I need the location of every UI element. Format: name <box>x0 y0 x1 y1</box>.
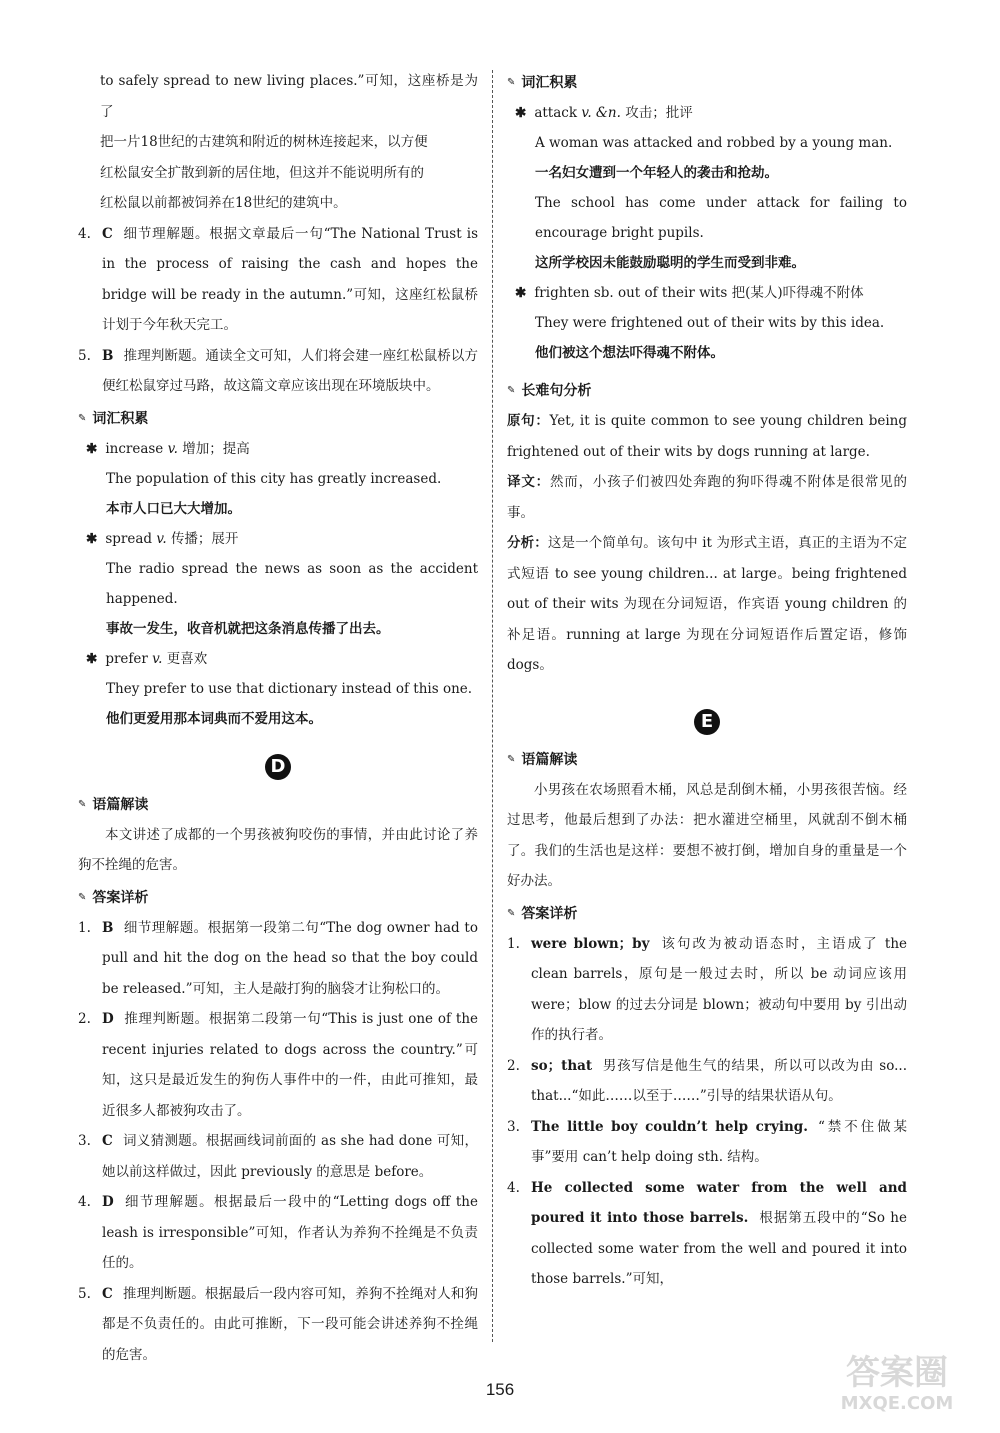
text-line: 把一片18世纪的古建筑和附近的树林连接起来，以方便 <box>100 134 428 150</box>
answer-explanation: 推理判断题。根据第二段第一句“This is just one of the recent injuries related to dogs across the country.”可知，这只是最近发生的狗伤人事件中的一件，由此可推知，最近很多人都被狗攻击了。 <box>102 1011 478 1119</box>
answer-key: B <box>102 919 114 936</box>
column-divider <box>492 70 493 1342</box>
vocab-list <box>507 98 907 368</box>
answer-item <box>78 1126 478 1187</box>
text-line: 红松鼠以前都被饲养在18世纪的建筑中。 <box>100 195 347 211</box>
answer-number: 5. <box>78 1285 91 1302</box>
pencil-icon: ✎ <box>78 412 87 424</box>
watermark-logo: 答案圈 MXQE.COM <box>840 1353 954 1414</box>
answer-number: 1. <box>507 935 520 952</box>
answer-item <box>78 219 478 341</box>
section-heading-reading: ✎ 语篇解读 <box>507 745 907 775</box>
answer-explanation: 男孩写信是他生气的结果，所以可以改为由 so... that...“如此……以至于……”引导的结果状语从句。 <box>531 1057 907 1104</box>
example-sentence: They were frightened out of their wits by this idea. <box>535 315 885 331</box>
asterisk-icon: ✱ <box>86 530 98 547</box>
pencil-icon: ✎ <box>507 77 516 88</box>
continued-answer <box>78 66 478 219</box>
answer-number: 5. <box>78 347 91 364</box>
pencil-icon: ✎ <box>507 385 516 396</box>
answer-number: 4. <box>78 1194 91 1210</box>
right-column <box>507 66 907 1295</box>
answer-item <box>78 341 478 402</box>
section-heading-vocab: ✎ 词汇积累 <box>507 68 907 98</box>
example-sentence: The radio spread the news as soon as the accident happened. <box>106 560 478 607</box>
answer-number: 2. <box>507 1057 520 1074</box>
vocab-entry <box>86 644 478 734</box>
asterisk-icon: ✱ <box>515 285 527 301</box>
answer-item <box>78 1187 478 1279</box>
example-translation: 他们更爱用那本词典而不爱用这本。 <box>106 710 322 727</box>
answer-number: 4. <box>507 1179 520 1196</box>
pencil-icon: ✎ <box>78 891 87 903</box>
answer-key: C <box>102 1133 113 1149</box>
reading-summary: 小男孩在农场照看木桶，风总是刮倒木桶，小男孩很苦恼。经过思考，他最后想到了办法：把水灌进空桶里，风就刮不倒木桶了。我们的生活也是这样：要想不被打倒，增加自身的重量是一个好办法。 <box>507 781 907 889</box>
section-heading-answers: ✎ 答案详析 <box>507 899 907 929</box>
answer-number: 4. <box>78 225 91 242</box>
answer-number: 3. <box>78 1133 91 1149</box>
vocab-entry <box>515 278 907 368</box>
answer-number: 3. <box>507 1118 520 1135</box>
answer-key: He collected some water from the well and poured it into those barrels. <box>531 1179 907 1226</box>
example-translation: 他们被这个想法吓得魂不附体。 <box>535 345 724 361</box>
vocab-meaning: 把(某人)吓得魂不附体 <box>731 285 864 301</box>
example-translation: 本市人口已大大增加。 <box>106 500 241 517</box>
vocab-entry <box>86 524 478 644</box>
reading-summary: 本文讲述了成都的一个男孩被狗咬伤的事情，并由此讨论了养狗不拴绳的危害。 <box>78 826 478 873</box>
text-line: 红松鼠安全扩散到新的居住地，但这并不能说明所有的 <box>100 164 424 181</box>
section-heading-answers: ✎ 答案详析 <box>78 883 478 913</box>
section-heading-vocab: ✎ 词汇积累 <box>78 404 478 434</box>
answer-key: The little boy couldn’t help crying. <box>531 1118 808 1135</box>
answer-key: C <box>102 1285 113 1302</box>
part-of-speech: v. <box>152 650 163 667</box>
vocab-meaning: 更喜欢 <box>166 650 208 667</box>
analysis: 分析：这是一个简单句。该句中 it 为形式主语，真正的主语为不定式短语 to see young children... at large。being frightened out of their wits 为现在分词短语，作宾语 young children 的补足语。running at large 为现在分词短语作后置定语，修饰 dogs。 <box>507 535 908 673</box>
example-translation: 这所学校因未能鼓励聪明的学生而受到非难。 <box>535 255 805 271</box>
answer-key: D <box>102 1011 114 1027</box>
answer-item <box>78 913 478 1005</box>
answer-key: so；that <box>531 1057 593 1074</box>
asterisk-icon: ✱ <box>86 440 98 457</box>
answer-explanation: 根据第五段中的“So he collected some water from the well and poured it into those barrels.”可知， <box>531 1210 907 1287</box>
vocab-word: attack <box>534 105 578 121</box>
answer-explanation: 该句改为被动语态时，主语成了 the clean barrels，原句是一般过去时，所以 be 动词应该用 were；blow 的过去分词是 blown；被动句中要用 by 引出动作的执行者。 <box>531 935 907 1043</box>
answer-item <box>507 1173 907 1295</box>
example-translation: 事故一发生，收音机就把这条消息传播了出去。 <box>106 620 390 637</box>
left-column <box>78 66 478 1370</box>
example-translation: 一名妇女遭到一个年轻人的袭击和抢劫。 <box>535 165 778 181</box>
answer-item <box>507 1112 907 1173</box>
answer-explanation: 细节理解题。根据最后一段中的“Letting dogs off the leash is irresponsible”可知，作者认为养狗不拴绳是不负责任的。 <box>102 1194 478 1271</box>
vocab-meaning: 增加；提高 <box>182 440 250 457</box>
part-of-speech: v. &n. <box>581 105 621 121</box>
pencil-icon: ✎ <box>78 798 87 810</box>
vocab-entry <box>86 434 478 524</box>
answer-item <box>507 1051 907 1112</box>
answer-explanation: 细节理解题。根据第一段第二句“The dog owner had to pull and hit the dog on the head so that the boy could be released.”可知，主人是敲打狗的脑袋才让狗松口的。 <box>102 919 478 997</box>
text-line: to safely spread to new living places.”可知，这座桥是为了 <box>100 73 478 120</box>
answer-list <box>78 913 478 1371</box>
example-sentence: They prefer to use that dictionary instead of this one. <box>106 680 473 697</box>
vocab-word: prefer <box>105 650 148 667</box>
answer-explanation: “禁不住做某事”要用 can’t help doing sth. 结构。 <box>531 1118 907 1165</box>
vocab-meaning: 传播；展开 <box>170 530 239 547</box>
vocab-entry <box>515 98 907 278</box>
passage-marker-e: E <box>507 709 907 735</box>
answer-item <box>507 929 907 1051</box>
answer-explanation: 推理判断题。通读全文可知，人们将会建一座红松鼠桥以方便红松鼠穿过马路，故这篇文章应该出现在环境版块中。 <box>102 347 478 394</box>
example-sentence: The school has come under attack for failing to encourage bright pupils. <box>535 195 907 241</box>
asterisk-icon: ✱ <box>515 105 527 121</box>
passage-marker-d: D <box>78 754 478 780</box>
pencil-icon: ✎ <box>507 753 516 765</box>
vocab-list <box>78 434 478 734</box>
section-heading-sentence: ✎ 长难句分析 <box>507 376 907 406</box>
asterisk-icon: ✱ <box>86 650 98 667</box>
answer-number: 1. <box>78 919 91 936</box>
page-number: 156 <box>485 1380 515 1399</box>
vocab-meaning: 攻击；批评 <box>625 105 693 121</box>
answer-explanation: 细节理解题。根据文章最后一句“The National Trust is in the process of raising the cash and hopes the bridge will be ready in the autumn.”可知，这座红松鼠桥计划于今年秋天完工。 <box>102 225 478 333</box>
answer-key: were blown；by <box>531 935 650 952</box>
part-of-speech: v. <box>156 530 167 547</box>
answer-list <box>507 929 907 1295</box>
vocab-word: increase <box>105 440 164 457</box>
answer-explanation: 词义猜测题。根据画线词前面的 as she had done 可知，她以前这样做过，因此 previously 的意思是 before。 <box>102 1133 478 1180</box>
part-of-speech: v. <box>167 440 178 457</box>
answer-explanation: 推理判断题。根据最后一段内容可知，养狗不拴绳对人和狗都是不负责任的。由此可推断，下一段可能会讲述养狗不拴绳的危害。 <box>102 1285 478 1363</box>
example-sentence: The population of this city has greatly increased. <box>106 470 442 487</box>
answer-key: D <box>102 1194 114 1210</box>
answer-item <box>78 1279 478 1371</box>
vocab-word: spread <box>105 530 153 547</box>
answer-item <box>78 1004 478 1126</box>
vocab-word: frighten sb. out of their wits <box>534 285 728 301</box>
example-sentence: A woman was attacked and robbed by a young man. <box>535 135 893 151</box>
answer-key: B <box>102 347 114 364</box>
original-sentence: 原句：Yet, it is quite common to see young children being frightened out of their wits by dogs running at large. <box>507 413 907 460</box>
answer-number: 2. <box>78 1011 91 1027</box>
pencil-icon: ✎ <box>507 907 516 919</box>
answer-key: C <box>102 225 113 242</box>
section-heading-reading: ✎ 语篇解读 <box>78 790 478 820</box>
translation: 译文：然而，小孩子们被四处奔跑的狗吓得魂不附体是很常见的事。 <box>507 474 908 521</box>
